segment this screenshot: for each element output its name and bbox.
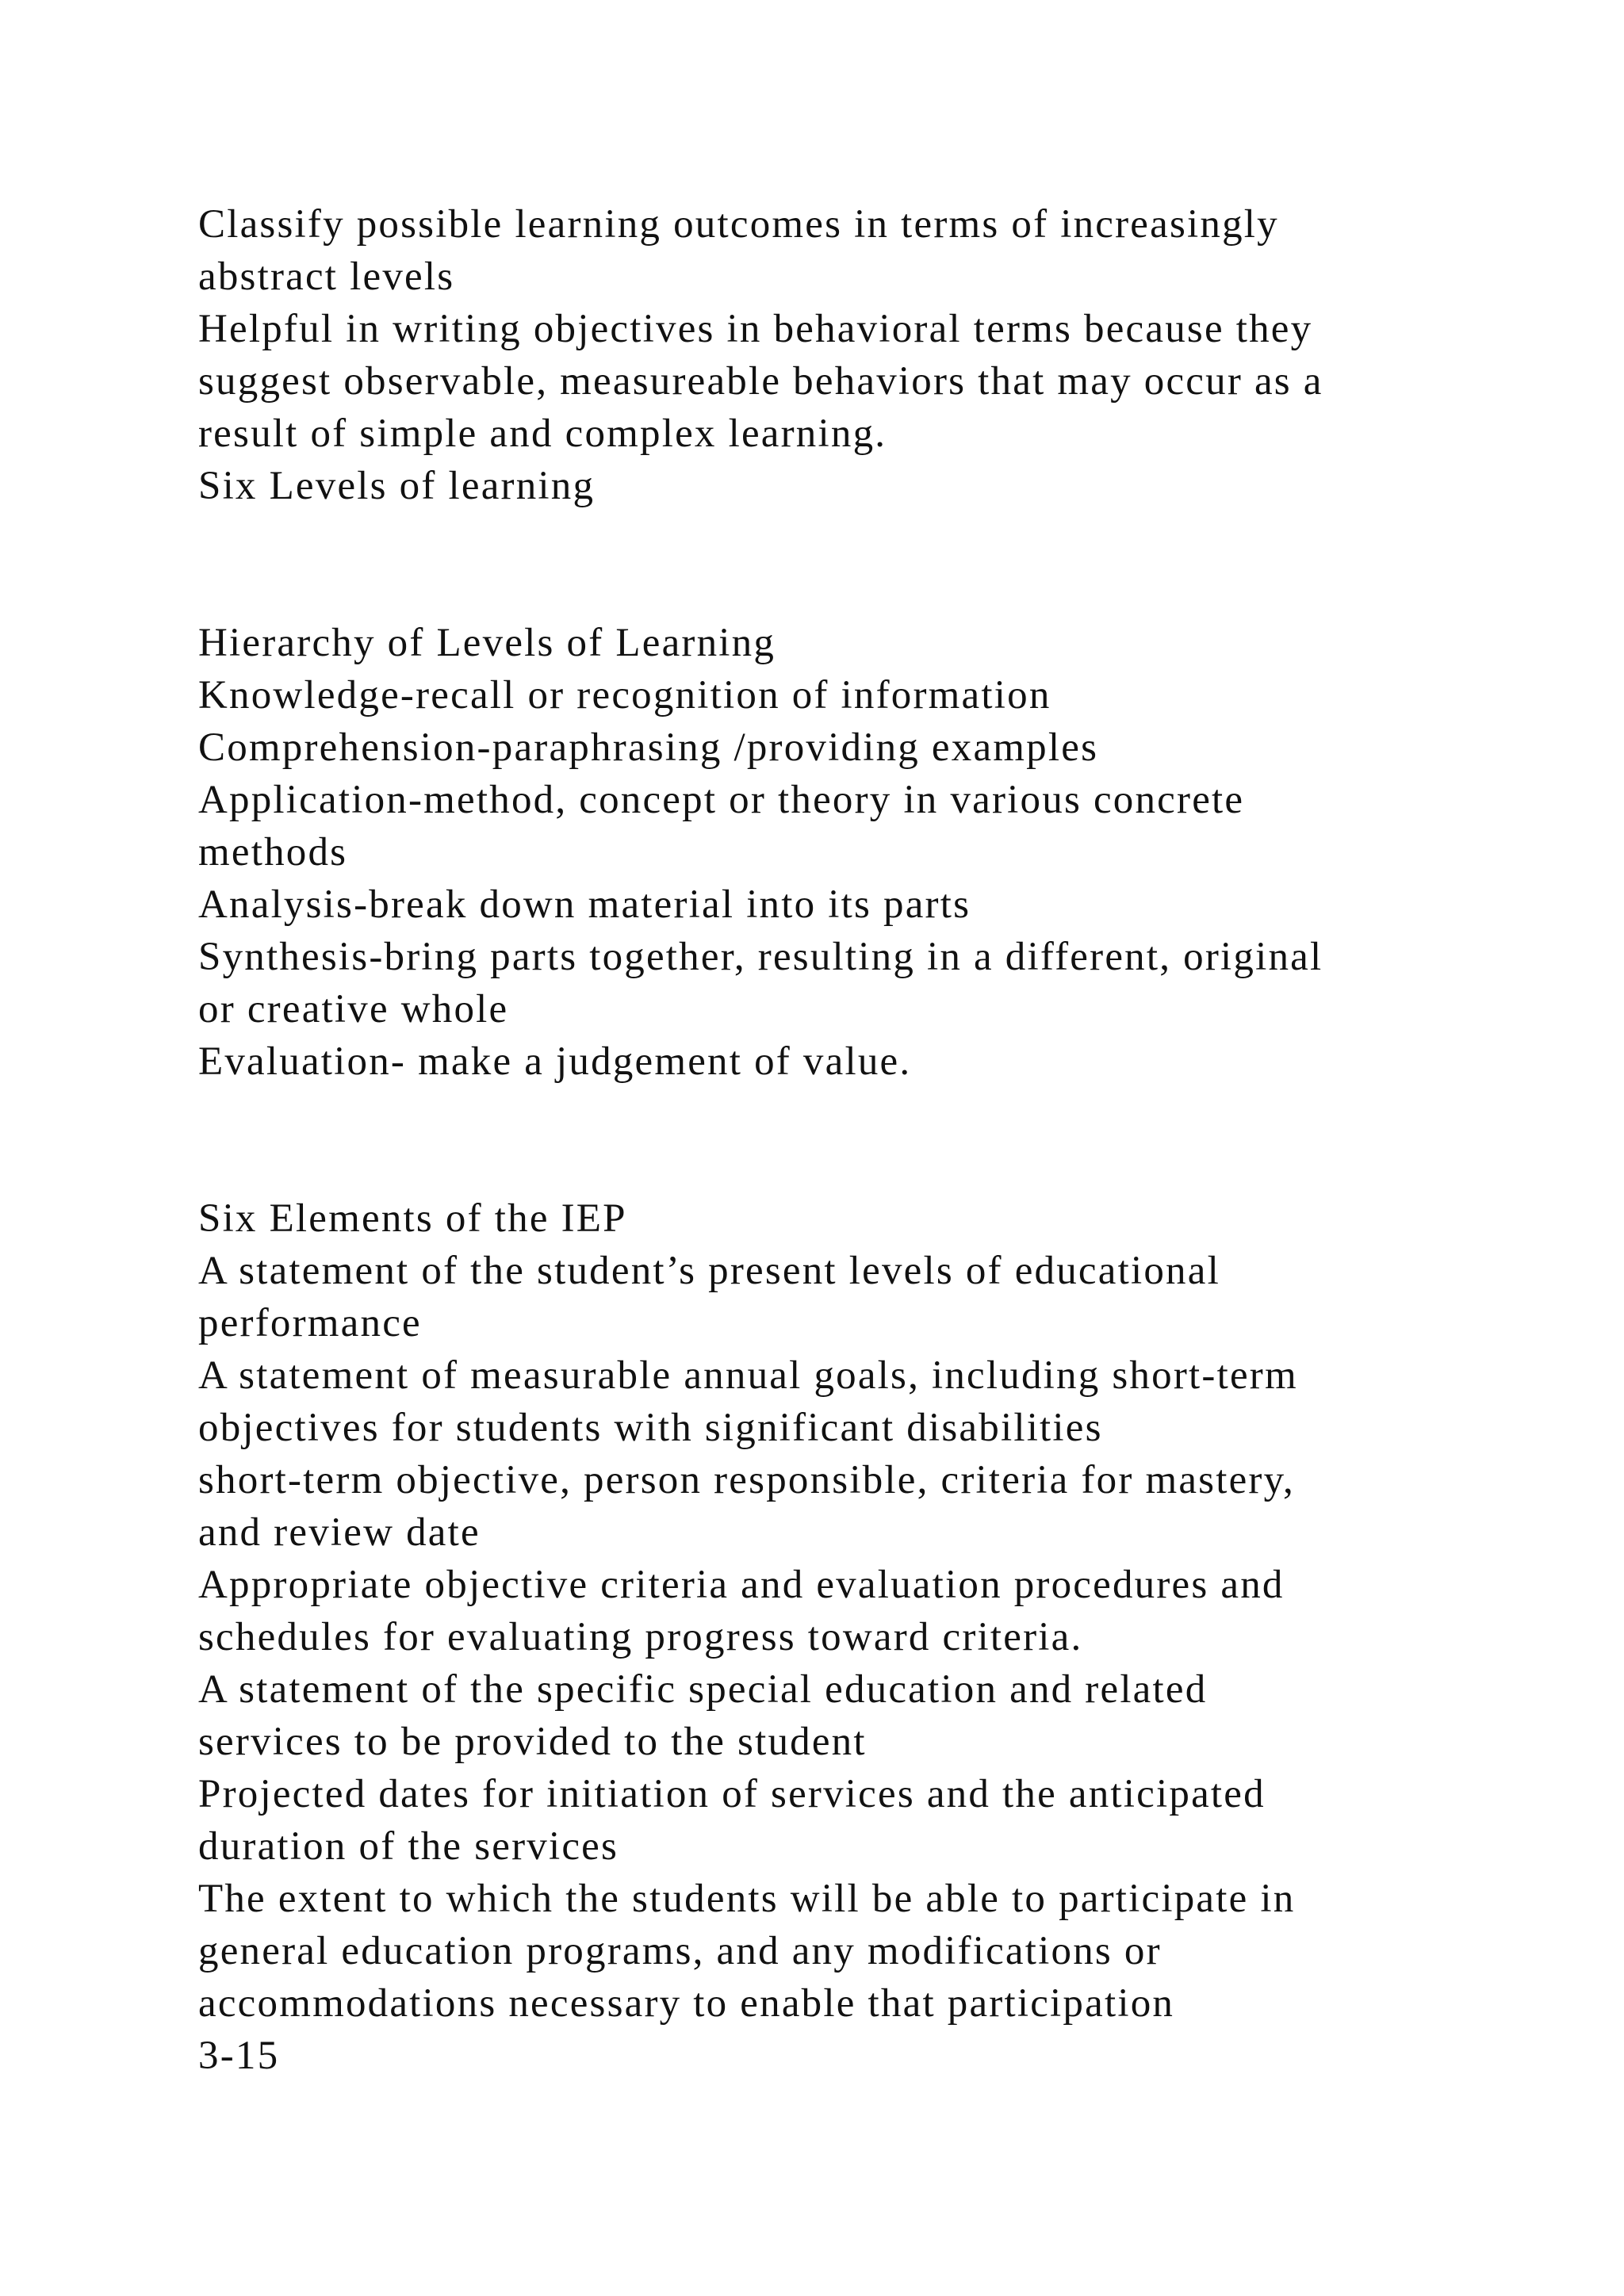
text-line: A statement of the specific special education and related [198,1667,1208,1712]
learning-outcomes-section [198,198,1467,512]
text-line: or creative whole [198,987,509,1031]
text-line: result of simple and complex learning. [198,411,887,456]
text-line: A statement of the student’s present levels of educational [198,1249,1220,1293]
text-line: Comprehension-paraphrasing /providing examples [198,725,1099,770]
text-line: Helpful in writing objectives in behavioral terms because they [198,307,1313,351]
text-line: Six Levels of learning [198,464,596,508]
text-line: Evaluation- make a judgement of value. [198,1039,912,1084]
text-line: Synthesis-bring parts together, resulting in a different, original [198,935,1323,979]
section-heading: Hierarchy of Levels of Learning [198,621,776,665]
iep-elements-section [198,1192,1467,2082]
text-line: suggest observable, measureable behaviors that may occur as a [198,359,1323,404]
text-line: methods [198,830,348,874]
text-line: A statement of measurable annual goals, including short-term [198,1353,1298,1398]
text-line: performance [198,1301,422,1345]
text-line: short-term objective, person responsible, criteria for mastery, [198,1458,1295,1502]
text-line: Knowledge-recall or recognition of information [198,673,1051,718]
text-line: abstract levels [198,254,455,299]
text-line: general education programs, and any modifications or [198,1929,1162,1973]
page-number: 3-15 [198,2034,280,2078]
text-line: Application-method, concept or theory in various concrete [198,778,1245,822]
section-heading: Six Elements of the IEP [198,1196,627,1241]
hierarchy-section [198,617,1467,1088]
text-line: and review date [198,1510,481,1555]
text-line: The extent to which the students will be able to participate in [198,1877,1296,1921]
text-line: accommodations necessary to enable that participation [198,1981,1175,2026]
text-line: Classify possible learning outcomes in terms of increasingly [198,202,1279,247]
text-line: services to be provided to the student [198,1720,867,1764]
text-line: Appropriate objective criteria and evaluation procedures and [198,1563,1285,1607]
text-line: Projected dates for initiation of services and the anticipated [198,1772,1266,1816]
text-line: objectives for students with significant disabilities [198,1406,1103,1450]
text-line: Analysis-break down material into its parts [198,882,971,927]
text-line: duration of the services [198,1824,619,1869]
text-line: schedules for evaluating progress toward criteria. [198,1615,1083,1659]
